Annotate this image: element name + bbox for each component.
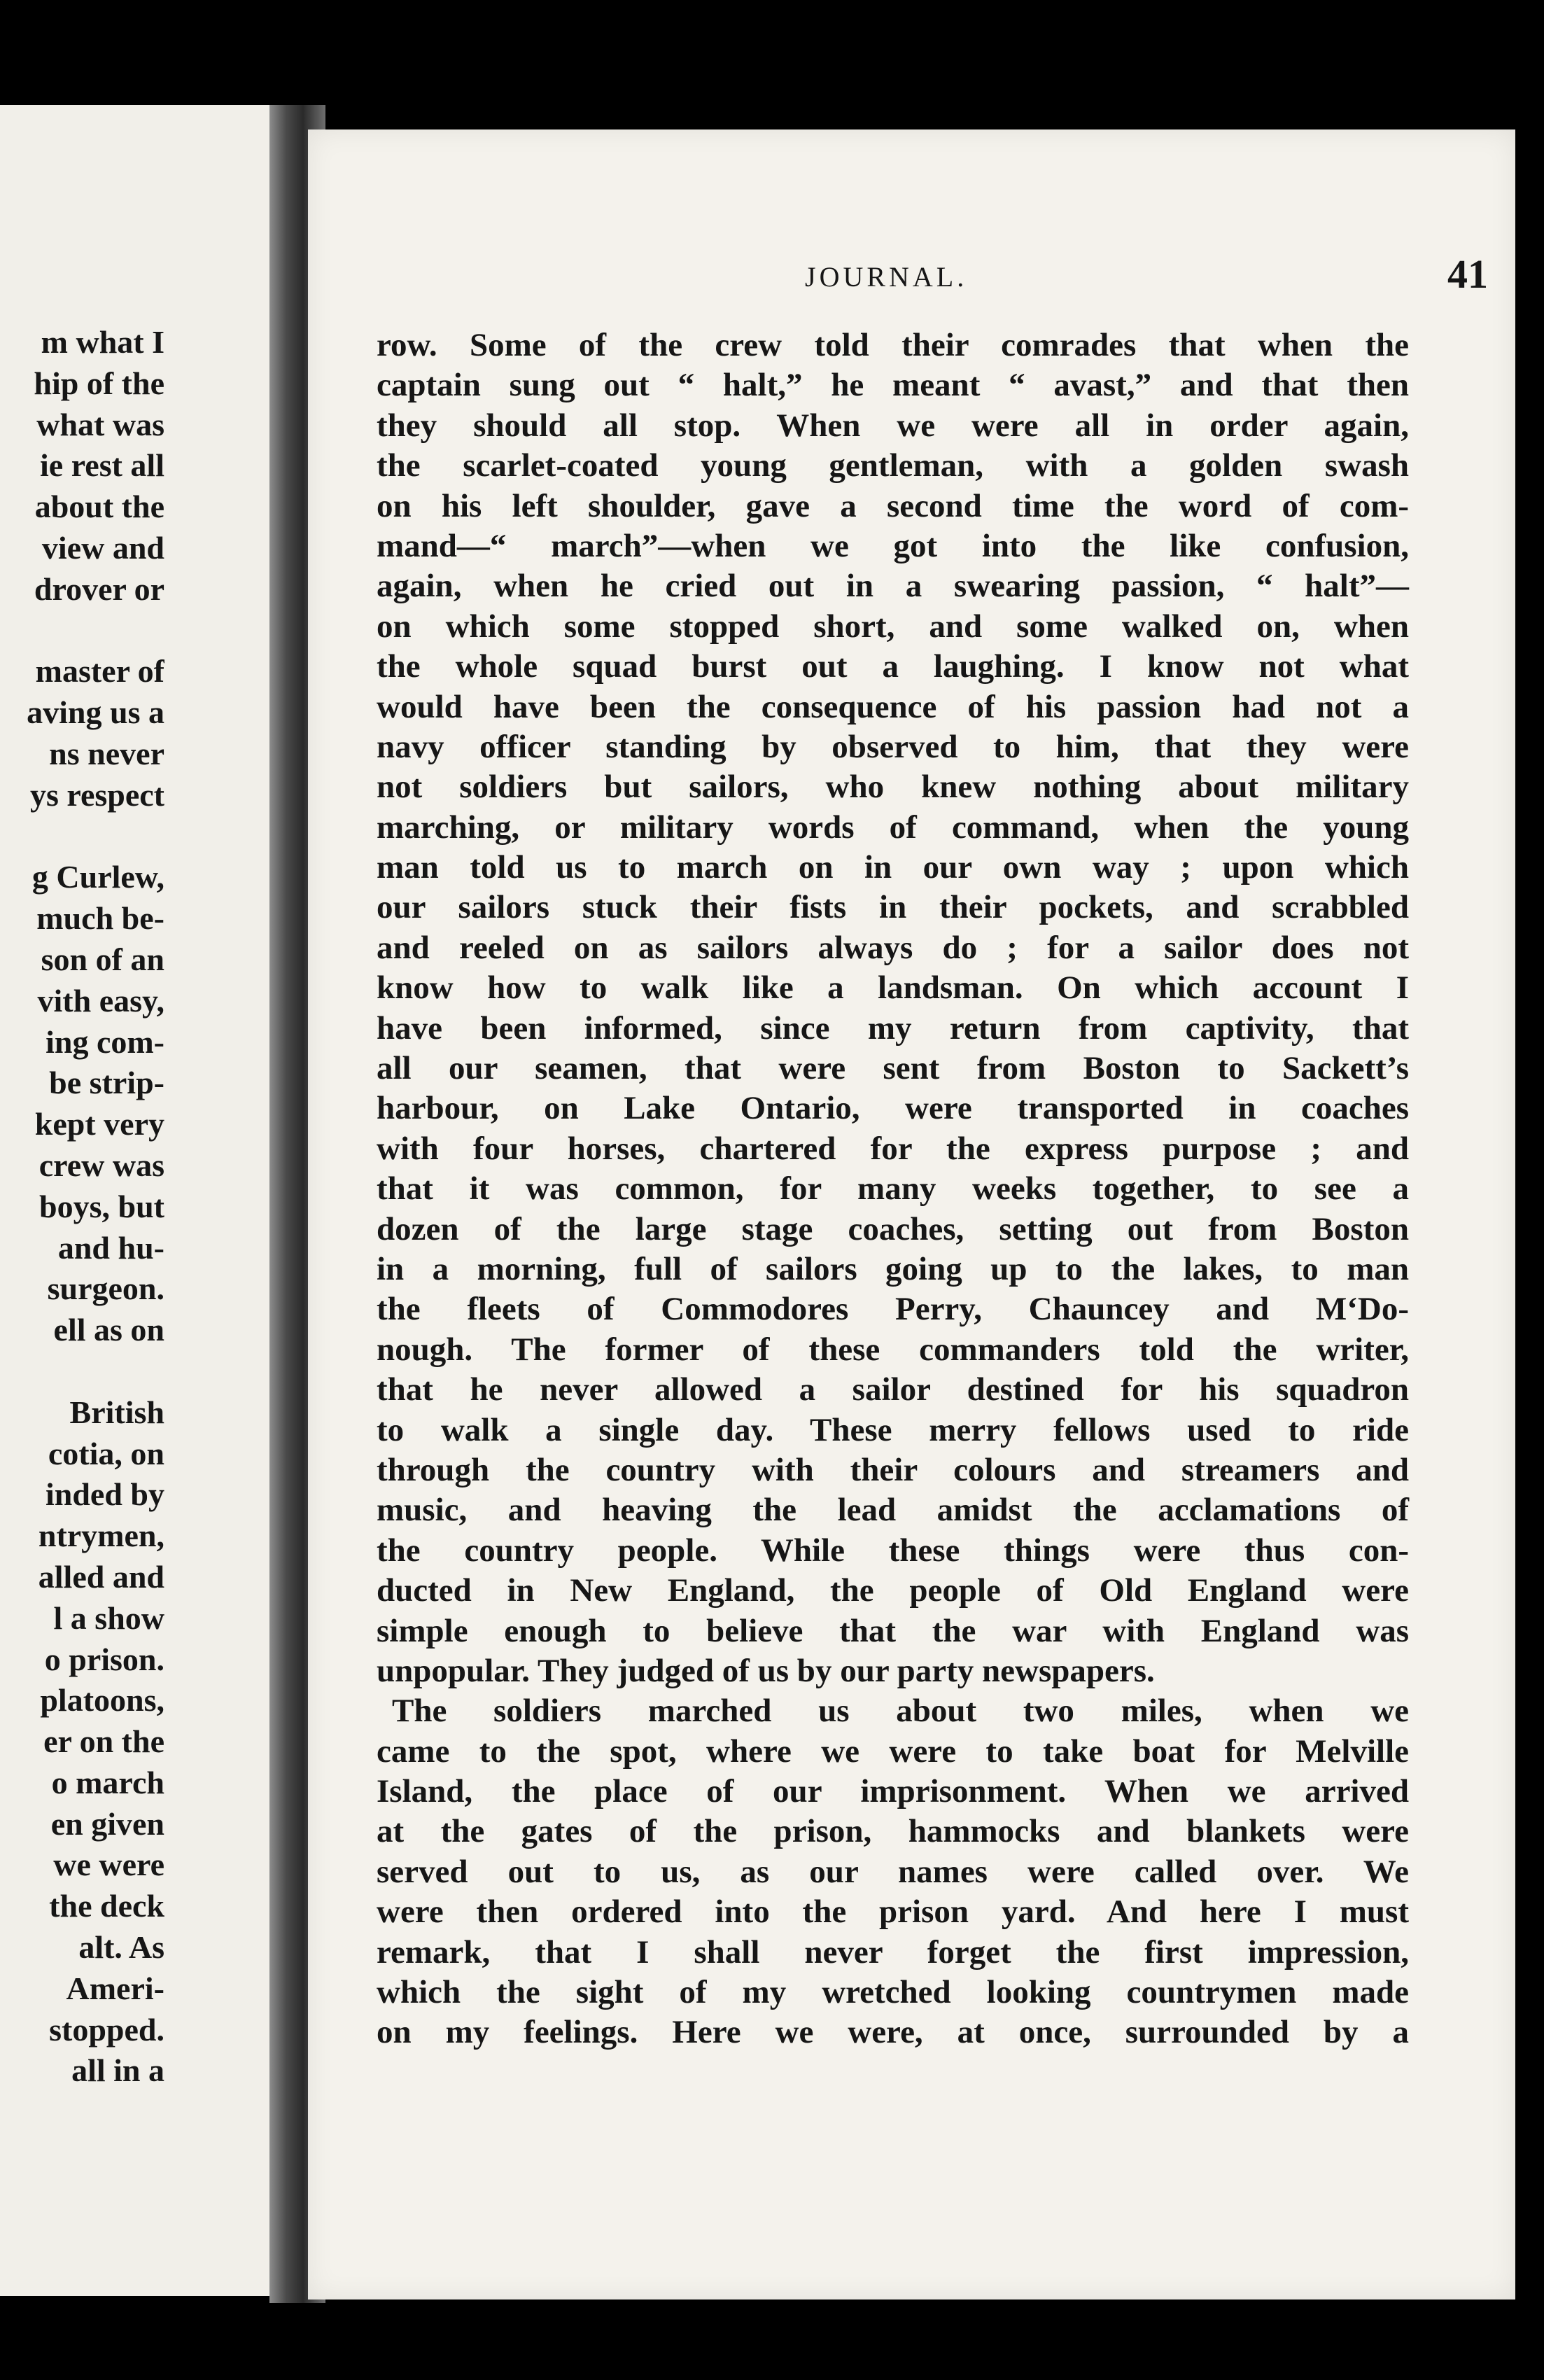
body-text-line: the whole squad burst out a laughing. I know not what	[377, 648, 1409, 685]
body-text-line: at the gates of the prison, hammocks and blankets were	[377, 1813, 1409, 1850]
body-text-line: music, and heaving the lead amidst the acclamations of	[377, 1492, 1409, 1529]
body-text-line: the scarlet-coated young gentleman, with a golden swash	[377, 447, 1409, 484]
body-text-line: not soldiers but sailors, who knew nothing about military	[377, 769, 1409, 806]
left-page-text-line	[0, 1351, 164, 1392]
body-text-line: unpopular. They judged of us by our party newspapers.	[377, 1652, 1155, 1689]
body-text-line: on my feelings. Here we were, at once, surrounded by a	[377, 2014, 1409, 2051]
left-page-text-line: drover or	[34, 570, 164, 607]
left-page-text-line: cotia, on	[48, 1435, 164, 1471]
body-text-line: nough. The former of these commanders told the writer,	[377, 1331, 1409, 1368]
page-number: 41	[1447, 251, 1488, 297]
body-text-line: know how to walk like a landsman. On which account I	[377, 969, 1409, 1007]
left-page-text-line: boys, but	[39, 1188, 164, 1224]
body-text-line: were then ordered into the prison yard. And here I must	[377, 1893, 1409, 1931]
body-text-line: the fleets of Commodores Perry, Chauncey and M‘Do-	[377, 1291, 1409, 1328]
body-text-line: would have been the consequence of his passion had not a	[377, 688, 1409, 725]
left-page-text-line: g Curlew,	[31, 859, 164, 895]
left-page-text-line: son of an	[41, 941, 164, 977]
left-page-text-line: ell as on	[53, 1312, 164, 1348]
left-page-text	[0, 322, 164, 2092]
body-text-line: our sailors stuck their fists in their pockets, and scrabbled	[377, 889, 1409, 926]
left-page-text-line: ing com-	[45, 1023, 164, 1060]
left-page-text-line: be strip-	[49, 1065, 164, 1101]
body-text-line: captain sung out “ halt,” he meant “ avast,” and that then	[377, 367, 1409, 404]
left-page-text-line: m what I	[41, 324, 164, 360]
left-page-text-line: the deck	[49, 1888, 164, 1924]
left-page-text-line: surgeon.	[47, 1270, 164, 1307]
left-page-text-line: much be-	[36, 900, 164, 937]
left-page-text-line: hip of the	[34, 365, 164, 401]
left-page-text-line: aving us a	[27, 694, 164, 731]
body-text-line: have been informed, since my return from captivity, that	[377, 1009, 1409, 1046]
left-page-text-line: view and	[41, 529, 164, 566]
left-page-text-line: master of	[35, 653, 164, 690]
left-page-text-line: alled and	[38, 1558, 164, 1595]
body-text-line: on his left shoulder, gave a second time the word of com-	[377, 487, 1409, 524]
left-page-text-line: about the	[34, 489, 164, 525]
body-text-line: harbour, on Lake Ontario, were transported in coaches	[377, 1090, 1409, 1127]
left-page-text-line: crew was	[38, 1147, 164, 1183]
body-text-line: ducted in New England, the people of Old England were	[377, 1572, 1409, 1609]
left-page-text-line: inded by	[45, 1476, 164, 1513]
body-text-line: and reeled on as sailors always do ; for a sailor does not	[377, 929, 1409, 966]
body-text-line: Island, the place of our imprisonment. When we arrived	[377, 1773, 1409, 1810]
left-page-text-line: kept very	[34, 1106, 164, 1142]
left-page-text-line: o march	[51, 1764, 164, 1800]
left-page-text-line: l a show	[53, 1600, 164, 1636]
body-text-line: that he never allowed a sailor destined for his squadron	[377, 1371, 1409, 1408]
left-page-text-line: platoons,	[40, 1682, 164, 1718]
body-text-line: with four horses, chartered for the express purpose ; and	[377, 1130, 1409, 1167]
left-page-text-line: er on the	[43, 1723, 164, 1760]
body-text-line: to walk a single day. These merry fellows used to ride	[377, 1411, 1409, 1448]
body-text-line: row. Some of the crew told their comrades that when the	[377, 327, 1409, 363]
left-page-text-line: o prison.	[44, 1641, 164, 1677]
body-text-line: the country people. While these things were thus con-	[377, 1532, 1409, 1569]
body-text-line: came to the spot, where we were to take boat for Melville	[377, 1732, 1409, 1770]
body-text-line: they should all stop. When we were all in order again,	[377, 407, 1409, 444]
body-text-line: in a morning, full of sailors going up to the lakes, to man	[377, 1250, 1409, 1287]
left-page-text-line: vith easy,	[37, 982, 164, 1018]
body-text-line: simple enough to believe that the war with England was	[377, 1612, 1409, 1649]
left-page-text-line	[0, 610, 164, 652]
running-head: JOURNAL.	[805, 261, 968, 293]
left-page-text-line	[0, 816, 164, 858]
left-page-text-line: ntrymen,	[38, 1518, 164, 1554]
left-page-text-line: en given	[50, 1805, 164, 1842]
body-text-line: all our seamen, that were sent from Boston to Sackett’s	[377, 1050, 1409, 1087]
body-text-line: navy officer standing by observed to him, that they were	[377, 728, 1409, 765]
body-text-line: marching, or military words of command, when the young	[377, 808, 1409, 846]
body-text-line: through the country with their colours and streamers and	[377, 1451, 1409, 1488]
left-page-text-line: all in a	[71, 2052, 164, 2089]
left-page-text-line: British	[69, 1394, 164, 1430]
body-text-line: dozen of the large stage coaches, setting out from Boston	[377, 1210, 1409, 1247]
body-text-line: The soldiers marched us about two miles, when we	[392, 1693, 1409, 1730]
left-page-text-line: ie rest all	[40, 447, 164, 484]
body-text-line: again, when he cried out in a swearing passion, “ halt”—	[377, 568, 1409, 605]
left-page-text-line: what was	[36, 406, 164, 442]
body-text-line: remark, that I shall never forget the first impression,	[377, 1933, 1409, 1970]
left-page-text-line: ns never	[49, 735, 164, 771]
body-text-line: served out to us, as our names were called over. We	[377, 1853, 1409, 1890]
body-text-line: which the sight of my wretched looking countrymen made	[377, 1974, 1409, 2011]
left-page-text-line: we were	[53, 1847, 164, 1883]
page-body-text	[377, 326, 1409, 2053]
left-page-text-line: Ameri-	[66, 1970, 164, 2006]
body-text-line: that it was common, for many weeks together, to see a	[377, 1170, 1409, 1208]
body-text-line: man told us to march on in our own way ; upon which	[377, 849, 1409, 886]
left-page-text-line: stopped.	[49, 2011, 164, 2047]
left-page-text-line: alt. As	[78, 1929, 164, 1966]
body-text-line: on which some stopped short, and some walked on, when	[377, 608, 1409, 645]
left-page-text-line: ys respect	[29, 776, 164, 813]
body-text-line: mand—“ march”—when we got into the like confusion,	[377, 527, 1409, 564]
left-page-text-line: and hu-	[57, 1229, 164, 1266]
